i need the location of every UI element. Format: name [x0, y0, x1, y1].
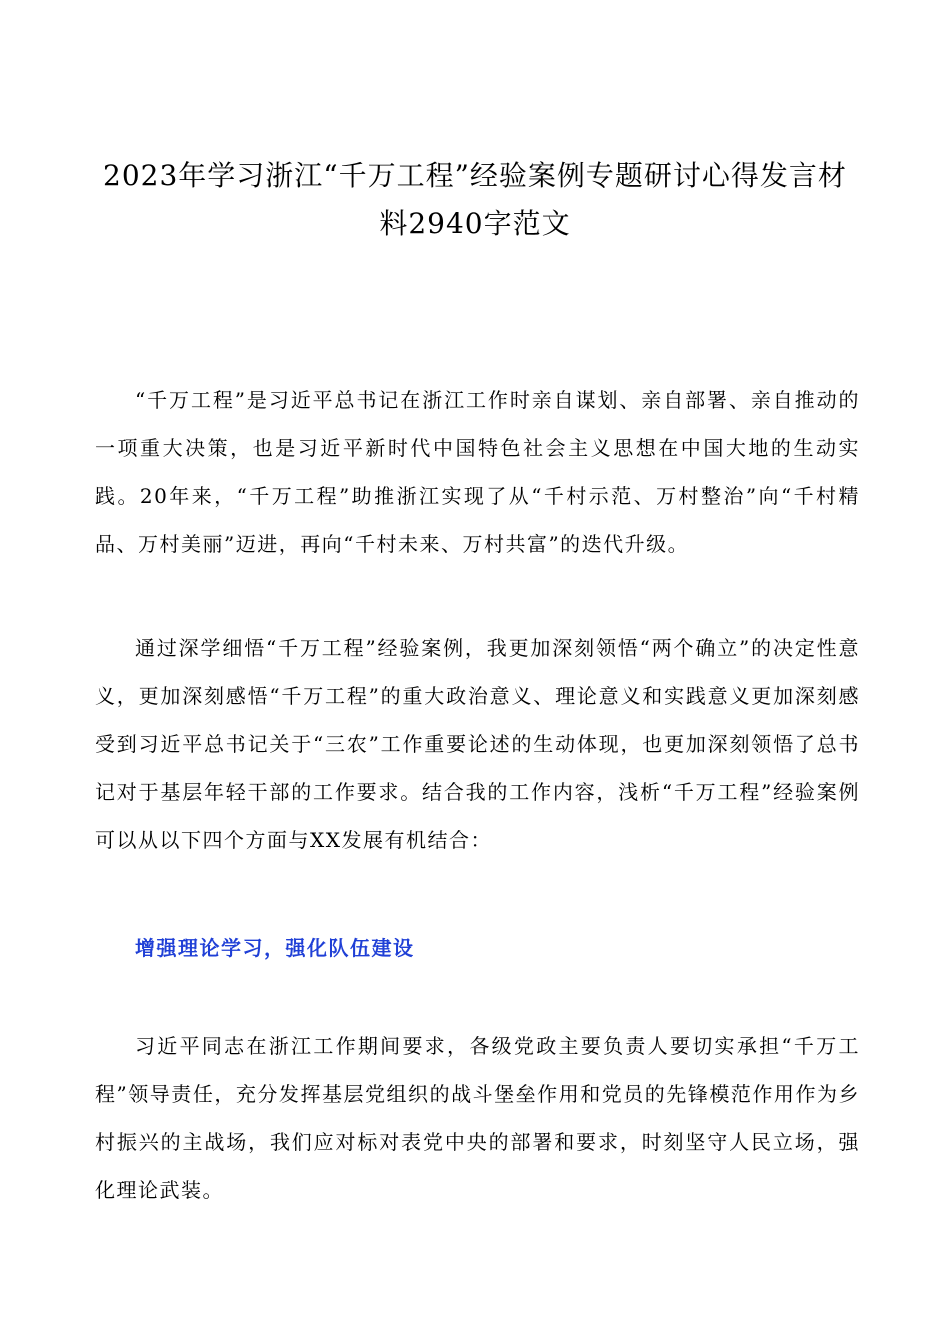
- paragraph-reflection: 通过深学细悟“千万工程”经验案例，我更加深刻领悟“两个确立”的决定性意义，更加深刻感悟“千万工程”的重大政治意义、理论意义和实践意义更加深刻感受到习近平总书记关于“三农”工作重要论述的生动体现，也更加深刻领悟了总书记对于基层年轻干部的工作要求。结合我的工作内容，浅析“千万工程”经验案例可以从以下四个方面与XX发展有机结合：: [95, 636, 860, 852]
- section-heading: 增强理论学习，强化队伍建设: [135, 936, 415, 960]
- document-title: 2023年学习浙江“千万工程”经验案例专题研讨心得发言材料2940字范文: [103, 159, 847, 240]
- paragraph-section-body: 习近平同志在浙江工作期间要求，各级党政主要负责人要切实承担“千万工程”领导责任，充分发挥基层党组织的战斗堡垒作用和党员的先锋模范作用作为乡村振兴的主战场，我们应对标对表党中央的部署和要求，时刻坚守人民立场，强化理论武装。: [95, 1034, 860, 1202]
- paragraph-intro: “千万工程”是习近平总书记在浙江工作时亲自谋划、亲自部署、亲自推动的一项重大决策，也是习近平新时代中国特色社会主义思想在中国大地的生动实践。20年来，“千万工程”助推浙江实现了从“千村示范、万村整治”向“千村精品、万村美丽”迈进，再向“千村未来、万村共富”的迭代升级。: [95, 388, 860, 556]
